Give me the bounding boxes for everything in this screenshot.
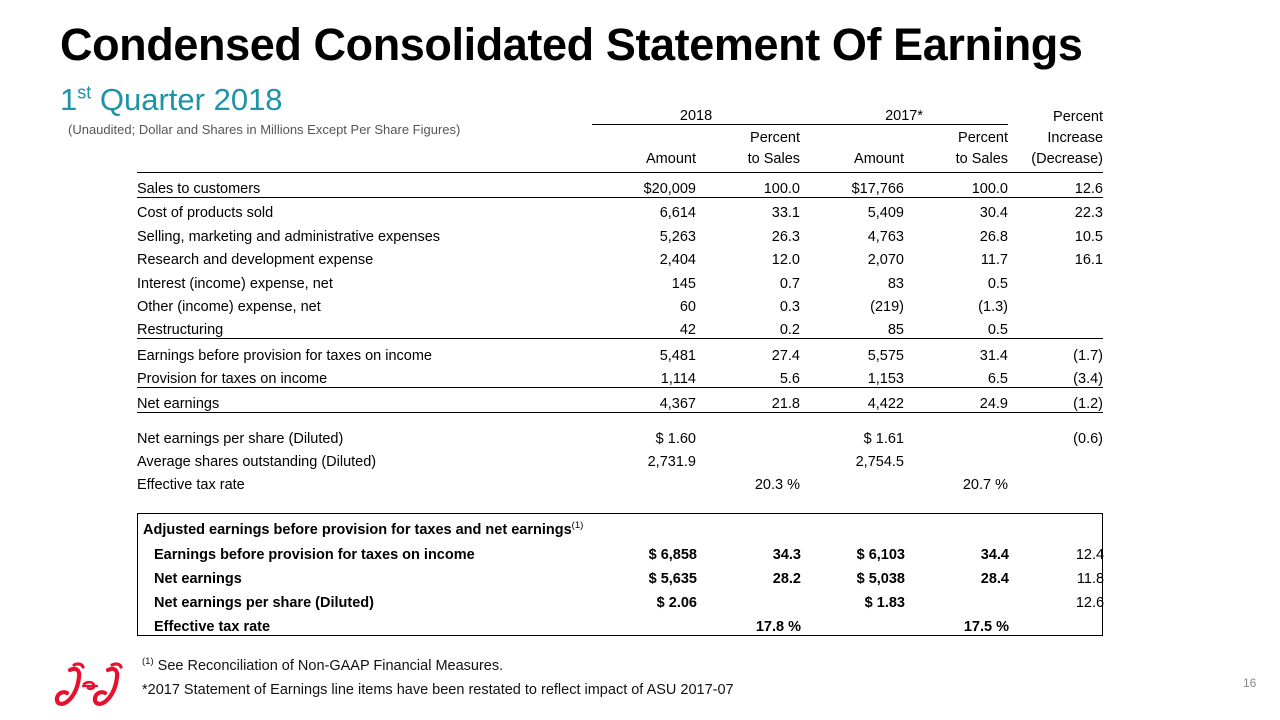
cell-2017-amount: $17,766 — [800, 173, 904, 198]
header-percent-2017: Percent — [958, 130, 1009, 146]
cell-2018-amount: 42 — [592, 315, 696, 339]
row-label: Restructuring — [137, 315, 592, 339]
table-row — [137, 173, 1103, 198]
cell-2017-amount: 5,575 — [867, 347, 904, 364]
cell-pct-change: 10.5 — [1074, 228, 1103, 245]
cell-2017-amount: 5,409 — [867, 205, 904, 221]
table-row — [137, 198, 1103, 222]
adjusted-earnings-table — [138, 514, 1104, 635]
footnote-1-text: See Reconciliation of Non-GAAP Financial Measures. — [153, 658, 504, 674]
adjusted-section-title-text: Adjusted earnings before provision for taxes and net earnings — [143, 522, 572, 539]
cell-2018-pct: 21.8 — [696, 387, 800, 412]
cell-2018-pct: 0.7 — [779, 275, 800, 292]
header-blank-a18 — [592, 125, 696, 147]
cell-2017-pct: 28.4 — [980, 570, 1009, 587]
table-row — [138, 611, 1104, 635]
table-row — [137, 447, 1103, 470]
cell-2018-pct: 5.6 — [696, 364, 800, 388]
row-label: Provision for taxes on income — [137, 364, 592, 388]
subtitle-quarter-text: Quarter 2018 — [91, 82, 283, 117]
cell-pct-change: 22.3 — [1074, 205, 1103, 221]
cell-2018-amount: 1,114 — [592, 364, 696, 388]
cell-2018-amount: 6,614 — [659, 205, 696, 221]
subtitle-ordinal-suffix: st — [77, 82, 92, 103]
cell-2018-amount: 5,263 — [659, 228, 696, 245]
cell-2017-pct: 24.9 — [904, 387, 1008, 412]
cell-2018-pct — [697, 587, 801, 611]
cell-pct-change — [1008, 292, 1103, 316]
cell-pct-change — [1008, 447, 1103, 470]
cell-2017-pct — [905, 587, 1009, 611]
cell-2017-amount: $ 6,103 — [856, 546, 905, 563]
cell-2017-pct: 17.5 % — [963, 619, 1009, 636]
cell-2017-pct: 100.0 — [904, 173, 1008, 198]
header-to-sales-2018: to Sales — [747, 151, 801, 167]
row-label: Net earnings per share (Diluted) — [137, 431, 344, 447]
cell-2018-amount: $ 6,858 — [648, 546, 697, 563]
cell-2018-amount: 5,481 — [659, 347, 696, 364]
footnote-marker-1: (1) — [571, 520, 584, 532]
cell-2017-amount: $ 1.61 — [863, 431, 904, 447]
header-amount-2017: Amount — [854, 151, 905, 167]
header-year-2017: 2017* — [800, 103, 1008, 125]
header-amount-2018: Amount — [646, 151, 696, 167]
cell-2017-amount — [800, 470, 904, 493]
cell-2018-amount: $ 5,635 — [648, 570, 697, 587]
cell-2018-amount: $ 2.06 — [656, 595, 697, 612]
row-label: Research and development expense — [137, 252, 374, 268]
row-label: Sales to customers — [137, 173, 592, 198]
cell-2017-amount: $ 1.83 — [864, 595, 905, 612]
row-label: Average shares outstanding (Diluted) — [137, 454, 377, 470]
cell-2017-amount: 2,754.5 — [855, 454, 904, 470]
cell-pct-change: (3.4) — [1008, 364, 1103, 388]
cell-2018-pct: 28.2 — [772, 570, 801, 587]
cell-2017-amount: 83 — [887, 275, 904, 292]
cell-2017-pct: 34.4 — [980, 546, 1009, 563]
row-label: Selling, marketing and administrative expenses — [137, 228, 441, 245]
cell-pct-change: 12.6 — [1075, 595, 1105, 612]
cell-2017-pct: 11.7 — [980, 252, 1008, 268]
header-percent-2018: Percent — [750, 130, 801, 146]
adjusted-earnings-box — [137, 513, 1103, 636]
cell-pct-change: 11.8 — [1076, 570, 1105, 587]
cell-pct-change: (1.2) — [1008, 387, 1103, 412]
cell-pct-change: 12.4 — [1075, 546, 1105, 563]
johnson-and-johnson-logo — [50, 657, 134, 713]
cell-2018-amount: 145 — [671, 275, 696, 292]
per-share-table — [137, 424, 1103, 493]
cell-2018-pct: 26.3 — [771, 228, 800, 245]
cell-2018-amount: $20,009 — [592, 173, 696, 198]
row-label: Other (income) expense, net — [137, 299, 321, 315]
cell-2018-amount: 2,731.9 — [647, 454, 696, 470]
cell-pct-change: 12.6 — [1008, 173, 1103, 198]
row-label: Net earnings — [137, 387, 592, 412]
cell-2017-amount: $ 5,038 — [856, 570, 905, 587]
cell-2017-pct: 0.5 — [904, 315, 1008, 339]
table-row — [137, 268, 1103, 292]
header-decrease-word: (Decrease) — [1031, 151, 1104, 167]
row-label: Earnings before provision for taxes on income — [154, 546, 475, 563]
header-increase-word: Increase — [1047, 130, 1104, 146]
header-blank-a17 — [800, 125, 904, 147]
cell-2017-pct: (1.3) — [978, 299, 1008, 315]
row-label: Effective tax rate — [154, 619, 271, 636]
cell-2017-pct: 31.4 — [979, 347, 1008, 364]
row-label: Interest (income) expense, net — [137, 275, 333, 292]
cell-2017-pct: 20.7 % — [962, 477, 1008, 493]
unaudited-note: (Unaudited; Dollar and Shares in Millions Except Per Share Figures) — [68, 122, 461, 137]
cell-pct-change: (0.6) — [1073, 431, 1103, 447]
header-row-percent — [137, 125, 1103, 147]
table-column-headers — [137, 103, 1103, 167]
adjusted-section-title-row — [138, 514, 1104, 538]
cell-2018-pct: 33.1 — [771, 205, 800, 221]
row-label: Net earnings — [154, 570, 242, 587]
table-row — [137, 470, 1103, 493]
earnings-table — [137, 172, 1103, 413]
row-label: Earnings before provision for taxes on income — [137, 347, 432, 364]
header-row-years — [137, 103, 1103, 125]
header-percent-word: Percent — [1053, 108, 1104, 125]
table-row — [137, 339, 1103, 364]
table-row — [137, 292, 1103, 316]
footnote-1 — [142, 656, 734, 674]
table-row — [138, 538, 1104, 562]
cell-2017-amount: 2,070 — [867, 252, 904, 268]
row-label: Effective tax rate — [137, 477, 245, 493]
cell-2017-pct: 26.8 — [979, 228, 1008, 245]
cell-2017-pct: 30.4 — [979, 205, 1008, 221]
table-row — [137, 424, 1103, 447]
cell-2018-amount — [592, 470, 696, 493]
cell-2017-amount: 85 — [800, 315, 904, 339]
cell-2018-amount: 2,404 — [659, 252, 696, 268]
cell-2017-pct: 6.5 — [904, 364, 1008, 388]
cell-2017-amount: 4,422 — [800, 387, 904, 412]
cell-pct-change: 16.1 — [1074, 252, 1103, 268]
cell-2017-amount: 4,763 — [867, 228, 904, 245]
adjusted-section-title — [138, 514, 1104, 538]
table-row — [137, 245, 1103, 269]
subtitle-quarter-number: 1 — [60, 82, 78, 117]
table-row — [137, 315, 1103, 339]
table-row — [137, 364, 1103, 388]
cell-2017-amount — [801, 611, 905, 635]
header-spacer-2 — [137, 125, 592, 147]
table-row — [138, 563, 1104, 587]
cell-2018-pct — [696, 424, 800, 447]
cell-2017-amount: (219) — [870, 299, 904, 315]
cell-2018-pct: 0.3 — [779, 299, 800, 315]
cell-pct-change — [1008, 268, 1103, 292]
footnote-2: *2017 Statement of Earnings line items have been restated to reflect impact of ASU 2017-07 — [142, 681, 734, 698]
table-row — [138, 587, 1104, 611]
cell-2017-pct — [904, 424, 1008, 447]
cell-2018-pct: 12.0 — [771, 252, 800, 268]
row-label: Net earnings per share (Diluted) — [154, 595, 374, 612]
header-year-2018: 2018 — [592, 103, 800, 125]
table-row — [137, 221, 1103, 245]
cell-pct-change — [1008, 315, 1103, 339]
cell-2018-pct: 27.4 — [771, 347, 800, 364]
footnotes — [142, 656, 734, 698]
header-row-subheads — [137, 146, 1103, 167]
cell-2018-pct: 100.0 — [696, 173, 800, 198]
header-spacer-3 — [137, 146, 592, 167]
cell-2017-pct — [904, 447, 1008, 470]
row-label: Cost of products sold — [137, 205, 274, 221]
cell-pct-change: (1.7) — [1073, 347, 1103, 364]
table-row — [137, 387, 1103, 412]
header-to-sales-2017: to Sales — [955, 151, 1009, 167]
cell-2018-amount: 60 — [679, 299, 696, 315]
footnote-1-marker: (1) — [142, 656, 154, 668]
cell-pct-change — [1009, 611, 1104, 635]
cell-2017-pct: 0.5 — [987, 275, 1008, 292]
page-title: Condensed Consolidated Statement Of Earnings — [60, 19, 1083, 70]
cell-2018-pct — [696, 447, 800, 470]
cell-2018-amount — [593, 611, 697, 635]
cell-2018-pct: 34.3 — [772, 546, 801, 563]
cell-2018-pct: 0.2 — [696, 315, 800, 339]
cell-2018-amount: $ 1.60 — [655, 431, 696, 447]
cell-pct-change — [1008, 470, 1103, 493]
header-spacer — [137, 103, 592, 125]
cell-2018-pct: 20.3 % — [754, 477, 800, 493]
cell-2018-amount: 4,367 — [592, 387, 696, 412]
cell-2018-pct: 17.8 % — [755, 619, 801, 636]
cell-2017-amount: 1,153 — [800, 364, 904, 388]
page-number: 16 — [1243, 676, 1257, 690]
